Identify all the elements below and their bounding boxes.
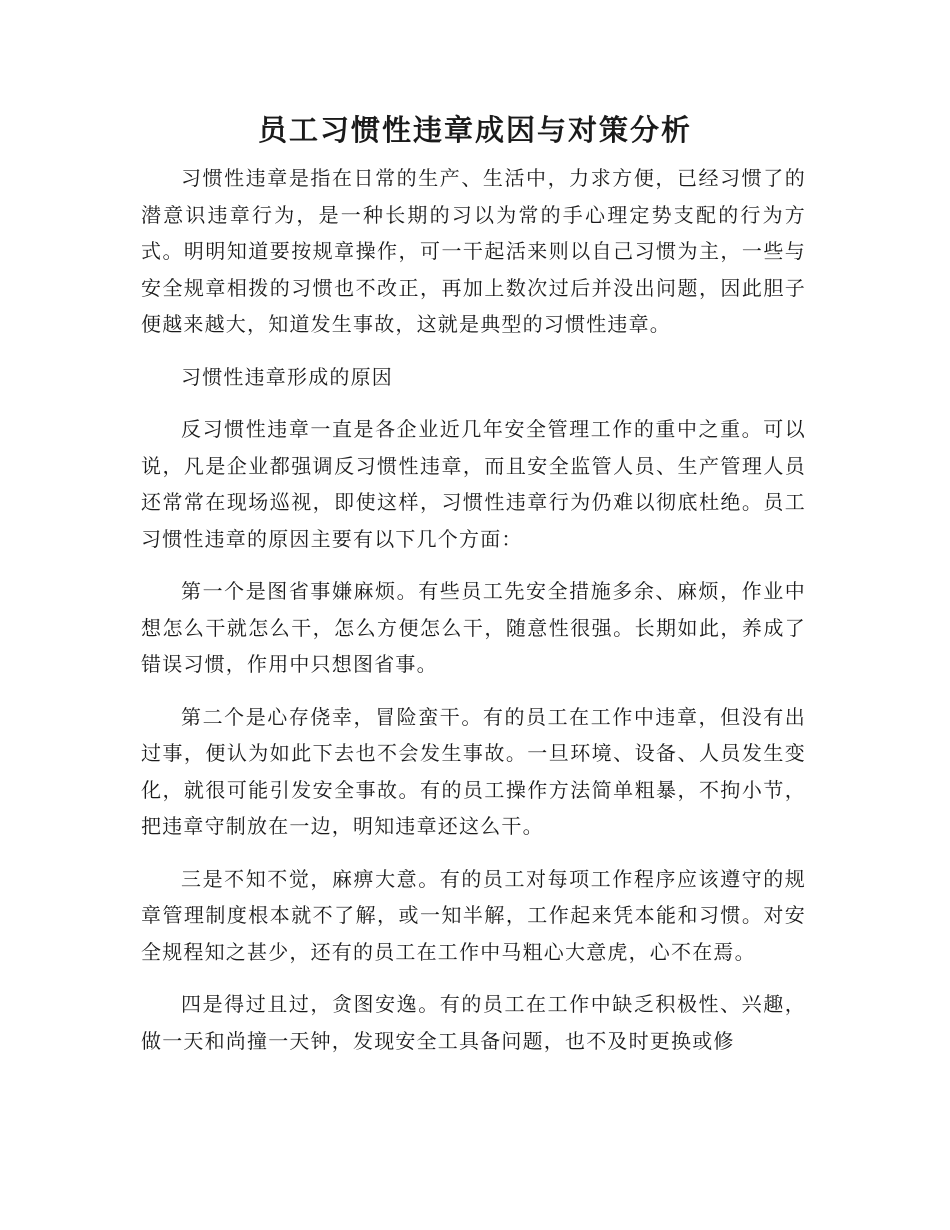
section-heading-causes: 习惯性违章形成的原因 <box>181 364 393 389</box>
paragraph-cause-3: 三是不知不觉，麻痹大意。有的员工对每项工作程序应该遵守的规章管理制度根本就不了解，或一知半解，工作起来凭本能和习惯。对安全规程知之甚少，还有的员工在工作中马粗心大意虎，心不在焉。 <box>141 866 806 964</box>
paragraph-cause-2: 第二个是心存侥幸，冒险蛮干。有的员工在工作中违章，但没有出过事，便认为如此下去也不会发生事故。一旦环境、设备、人员发生变化，就很可能引发安全事故。有的员工操作方法简单粗暴，不拘小节，把违章守制放在一边，明知违章还这么干。 <box>141 704 806 838</box>
document-body <box>141 160 806 1075</box>
paragraph-cause-4: 四是得过且过，贪图安逸。有的员工在工作中缺乏积极性、兴趣，做一天和尚撞一天钟，发现安全工具备问题，也不及时更换或修 <box>141 992 806 1053</box>
document-title: 员工习惯性违章成因与对策分析 <box>257 113 692 147</box>
paragraph-intro: 习惯性违章是指在日常的生产、生活中，力求方便，已经习惯了的潜意识违章行为，是一种长期的习以为常的手心理定势支配的行为方式。明明知道要按规章操作，可一干起活来则以自己习惯为主，一些与安全规章相拨的习惯也不改正，再加上数次过后并没出问题，因此胆子便越来越大，知道发生事故，这就是典型的习惯性违章。 <box>141 166 806 336</box>
paragraph-causes-overview: 反习惯性违章一直是各企业近几年安全管理工作的重中之重。可以说，凡是企业都强调反习惯性违章，而且安全监管人员、生产管理人员还常常在现场巡视，即使这样，习惯性违章行为仍难以彻底杜绝。员工习惯性违章的原因主要有以下几个方面： <box>141 417 806 551</box>
paragraph-cause-1: 第一个是图省事嫌麻烦。有些员工先安全措施多余、麻烦，作业中想怎么干就怎么干，怎么方便怎么干，随意性很强。长期如此，养成了错误习惯，作用中只想图省事。 <box>141 579 806 676</box>
